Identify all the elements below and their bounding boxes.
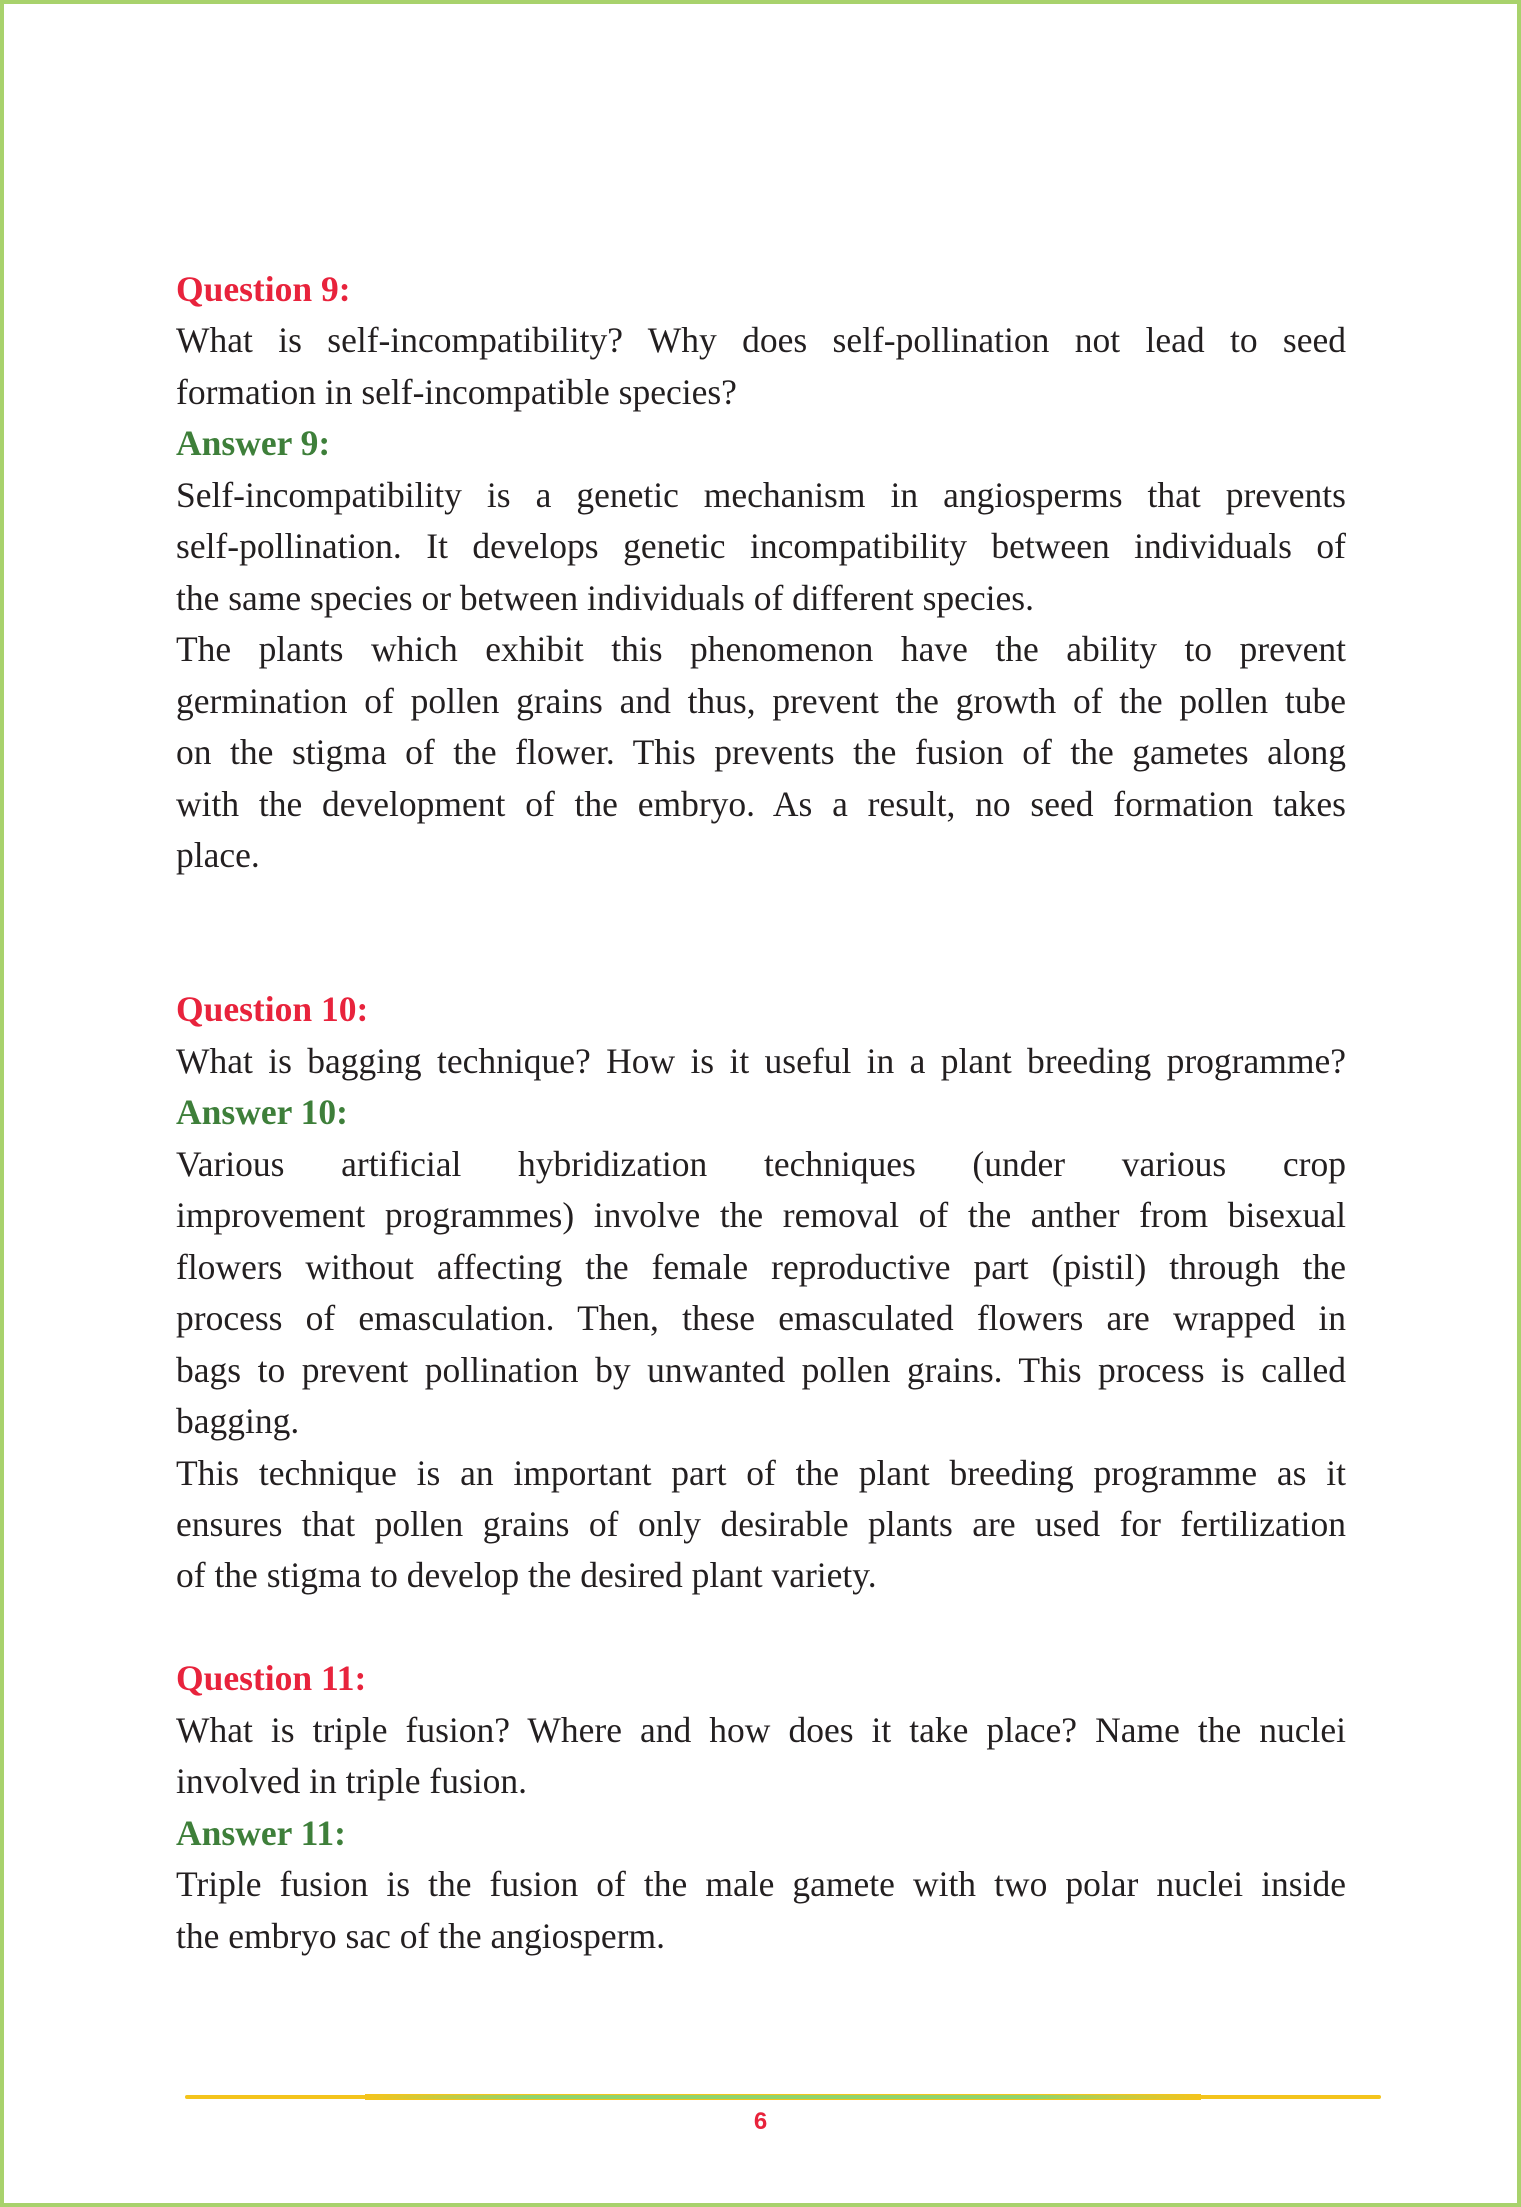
question-text-line: What is self-incompatibility? Why does self-pollination not lead to seed xyxy=(176,320,1346,361)
question-text-line: What is triple fusion? Where and how does it take place? Name the nuclei xyxy=(176,1709,1346,1750)
answer-text-line: The plants which exhibit this phenomenon have the ability to prevent xyxy=(176,629,1346,670)
answer-text-line: flowers without affecting the female reproductive part (pistil) through the xyxy=(176,1246,1346,1287)
answer-text-line: self-pollination. It develops genetic incompatibility between individuals of xyxy=(176,526,1346,567)
answer-text-line: of the stigma to develop the desired plant variety. xyxy=(176,1555,877,1596)
answer-text-line: place. xyxy=(176,834,260,875)
answer-text-line: the same species or between individuals of different species. xyxy=(176,577,1034,618)
question-block-9 xyxy=(176,264,1346,881)
answer-text-line: bags to prevent pollination by unwanted pollen grains. This process is called xyxy=(176,1349,1346,1390)
answer-text-line: Self-incompatibility is a genetic mechanism in angiosperms that prevents xyxy=(176,474,1346,515)
page-content xyxy=(176,264,1346,1962)
question-block-11 xyxy=(176,1653,1346,1962)
section-spacer xyxy=(176,1602,1346,1654)
answer-heading: Answer 11: xyxy=(176,1812,346,1853)
answer-heading: Answer 9: xyxy=(176,423,331,464)
question-text-line: formation in self-incompatible species? xyxy=(176,371,737,412)
page-number: 6 xyxy=(753,2108,768,2135)
answer-text-line: the embryo sac of the angiosperm. xyxy=(176,1915,665,1956)
answer-text-line: This technique is an important part of the plant breeding programme as it xyxy=(176,1452,1346,1493)
question-heading: Question 11: xyxy=(176,1658,367,1699)
question-text-line: What is bagging technique? How is it useful in a plant breeding programme? xyxy=(176,1040,1346,1081)
answer-text-line: Triple fusion is the fusion of the male gamete with two polar nuclei inside xyxy=(176,1864,1346,1905)
question-block-10 xyxy=(176,984,1346,1601)
divider-green-segment xyxy=(365,2094,1201,2100)
section-spacer xyxy=(176,881,1346,984)
answer-text-line: improvement programmes) involve the removal of the anther from bisexual xyxy=(176,1195,1346,1236)
answer-text-line: ensures that pollen grains of only desirable plants are used for fertilization xyxy=(176,1503,1346,1544)
answer-heading: Answer 10: xyxy=(176,1092,348,1133)
question-text-line: involved in triple fusion. xyxy=(176,1761,528,1802)
answer-text-line: bagging. xyxy=(176,1401,300,1442)
answer-text-line: with the development of the embryo. As a result, no seed formation takes xyxy=(176,783,1346,824)
question-heading: Question 10: xyxy=(176,989,369,1030)
answer-text-line: process of emasculation. Then, these emasculated flowers are wrapped in xyxy=(176,1298,1346,1339)
answer-text-line: germination of pollen grains and thus, prevent the growth of the pollen tube xyxy=(176,680,1346,721)
answer-text-line: Various artificial hybridization techniques (under various crop xyxy=(176,1143,1346,1184)
answer-text-line: on the stigma of the flower. This prevents the fusion of the gametes along xyxy=(176,732,1346,773)
footer-divider xyxy=(185,2094,1381,2100)
question-heading: Question 9: xyxy=(176,269,351,309)
